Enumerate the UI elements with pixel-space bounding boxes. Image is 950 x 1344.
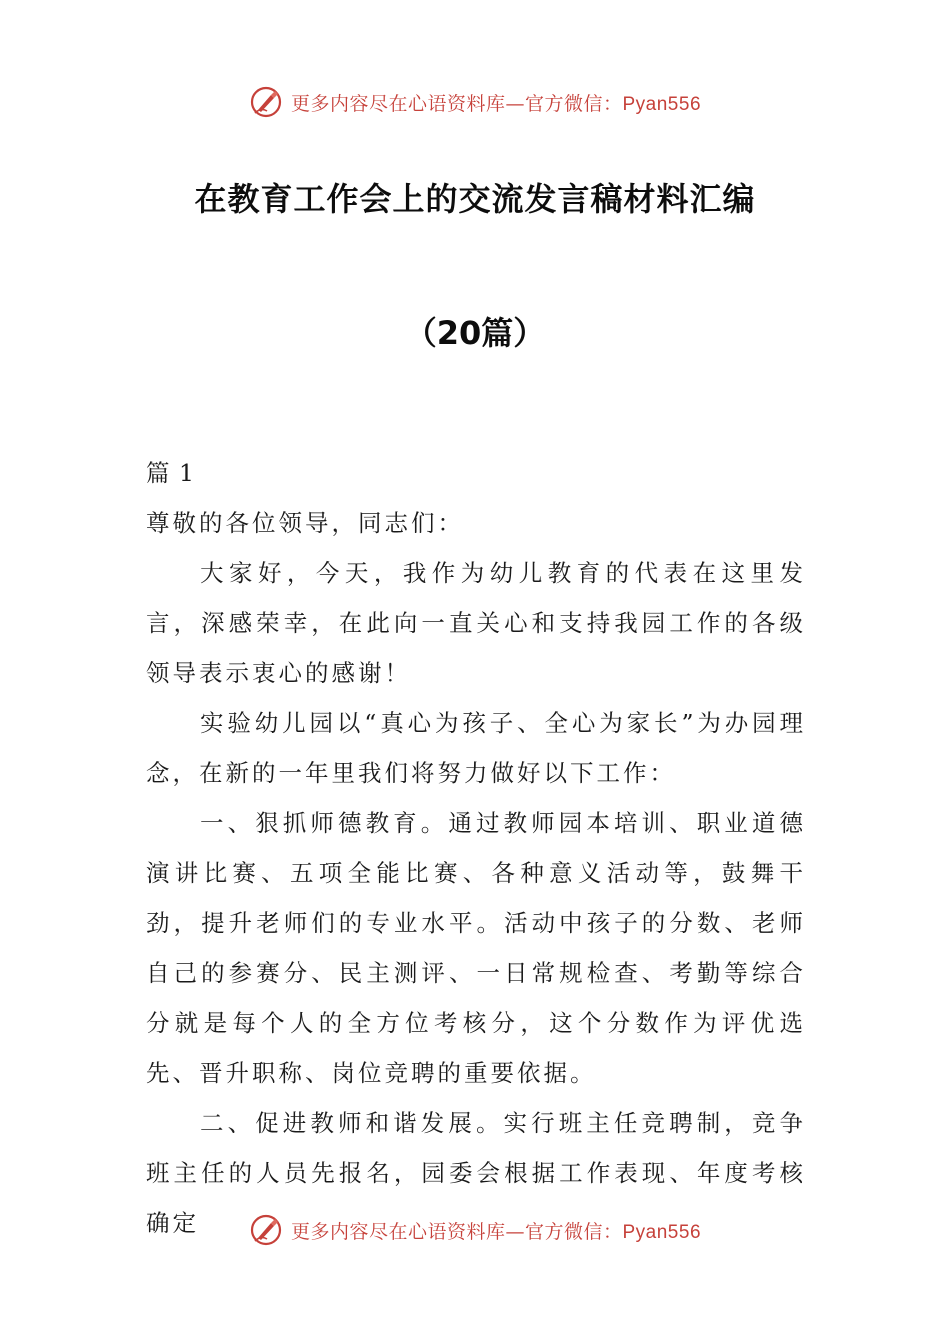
banner-main-text: 更多内容尽在心语资料库 [290,1220,506,1243]
banner-main-text: 更多内容尽在心语资料库 [290,92,506,115]
paragraph: 实验幼儿园以“真心为孩子、全心为家长”为办园理念，在新的一年里我们将努力做好以下工作： [146,709,806,787]
banner-separator: — [505,92,525,115]
banner-wechat-id: Pyan556 [622,93,702,115]
banner-separator: — [505,1220,525,1243]
banner-wechat-id: Pyan556 [622,1221,702,1243]
footer-banner [0,1210,950,1250]
banner-text [291,1217,701,1244]
salutation: 尊敬的各位领导，同志们： [146,509,464,537]
paragraph: 二、促进教师和谐发展。实行班主任竞聘制，竞争班主任的人员先报名，园委会根据工作表现、年度考核确定 [146,1109,806,1237]
paragraph: 大家好，今天，我作为幼儿教育的代表在这里发言，深感荣幸，在此向一直关心和支持我园工作的各级领导表示衷心的感谢！ [146,559,806,687]
document-body [146,448,806,1248]
banner-wechat-label: 官方微信： [524,1220,623,1243]
document-title: 在教育工作会上的交流发言稿材料汇编 [194,180,756,218]
header-banner [0,82,950,122]
pen-logo-icon [249,85,283,119]
banner-wechat-label: 官方微信： [524,92,623,115]
section-label: 篇 1 [146,459,195,487]
paragraph: 一、狠抓师德教育。通过教师园本培训、职业道德演讲比赛、五项全能比赛、各种意义活动等，鼓舞干劲，提升老师们的专业水平。活动中孩子的分数、老师自己的参赛分、民主测评、一日常规检查、考勤等综合分就是每个人的全方位考核分，这个分数作为评优选先、晋升职称、岗位竞聘的重要依据。 [146,809,806,1087]
banner-text [291,89,701,116]
document-subtitle: （20篇） [404,314,546,352]
pen-logo-icon [249,1213,283,1247]
